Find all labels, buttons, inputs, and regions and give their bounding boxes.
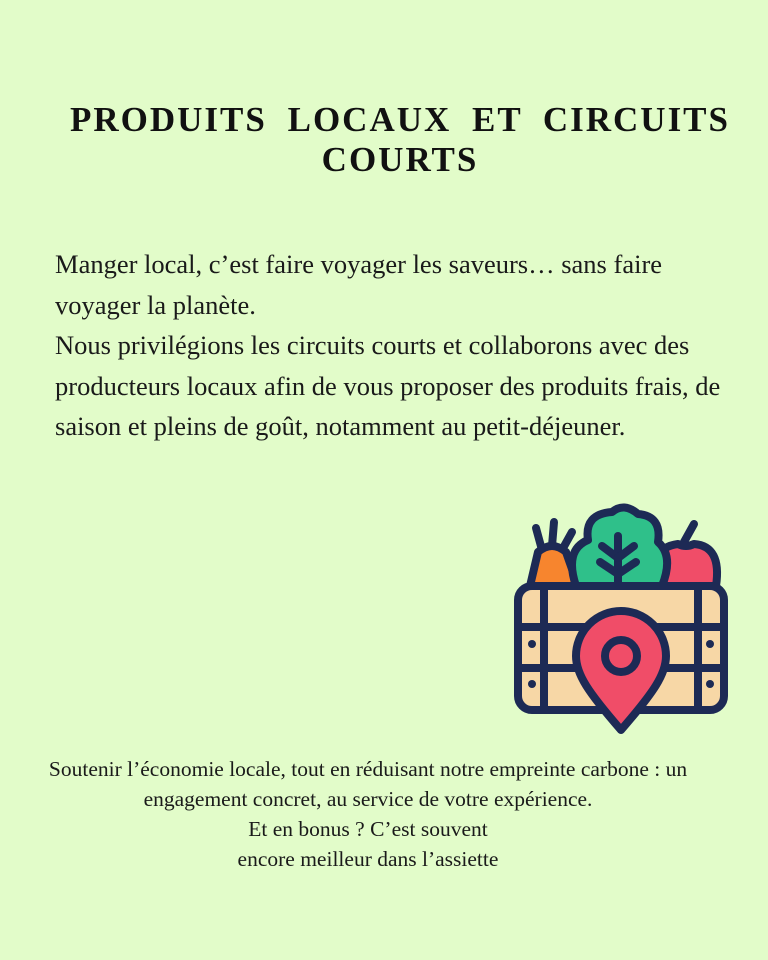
intro-paragraph-1: Manger local, c’est faire voyager les saveurs… sans faire voyager la planète. [55,249,663,320]
footer-line-1: Soutenir l’économie locale, tout en réduisant notre empreinte carbone : un engagement concret, au service de votre expérience. [48,757,688,811]
footer-line-3: encore meilleur dans l’assiette [237,847,499,871]
vegetable-crate-location-pin-icon [508,500,734,738]
intro-paragraph-2: Nous privilégions les circuits courts et collaborons avec des producteurs locaux afin de vous proposer des produits frais, de saison et pleins de goût, notamment au petit-déjeuner. [55,330,721,441]
page-title: PRODUITS LOCAUX ET CIRCUITS COURTS [70,100,730,179]
footer-text [0,754,736,874]
footer-line-2: Et en bonus ? C’est souvent [248,817,488,841]
intro-text [55,244,745,447]
